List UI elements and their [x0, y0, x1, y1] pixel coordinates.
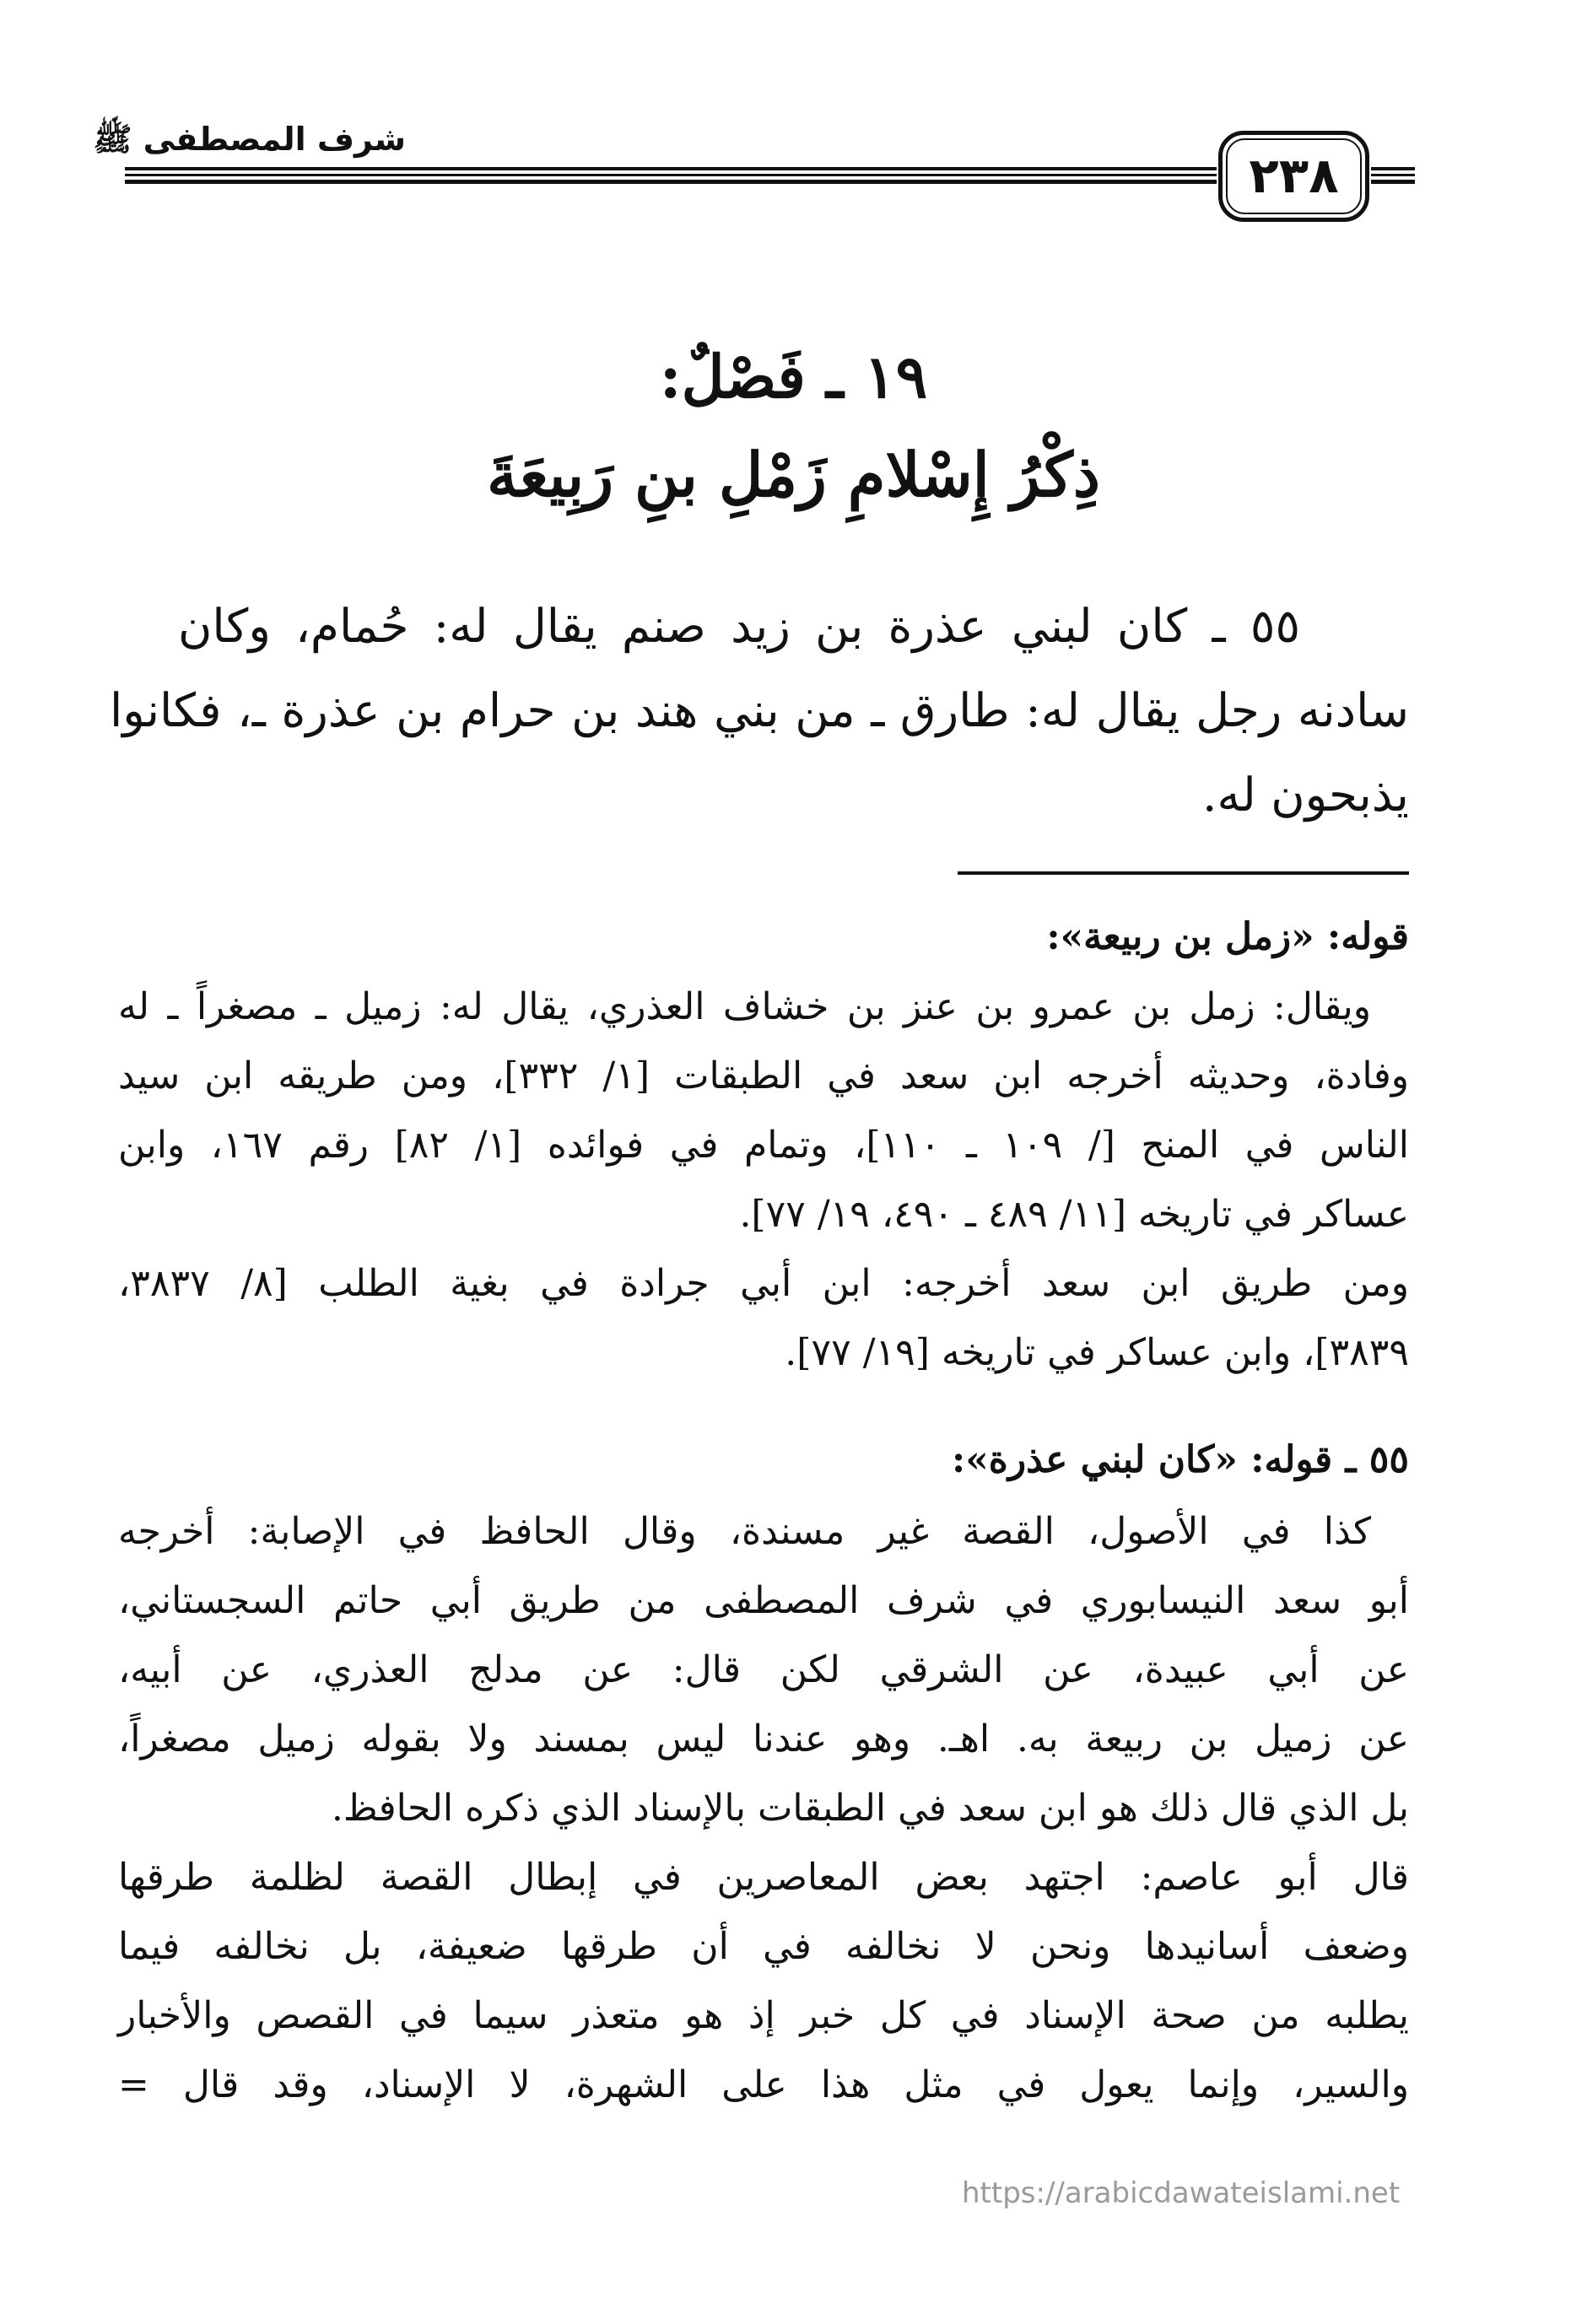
- footnote-line: عساكر في تاريخه [١١/ ٤٨٩ ـ ٤٩٠، ١٩/ ٧٧].: [739, 1193, 1409, 1236]
- chapter-number: ١٩ ـ فَصْلٌ:: [659, 342, 928, 412]
- footnote-line: بل الذي قال ذلك هو ابن سعد في الطبقات بالإسناد الذي ذكره الحافظ.: [331, 1787, 1409, 1830]
- footnote-line: ٣٨٣٩]، وابن عساكر في تاريخه [١٩/ ٧٧].: [785, 1331, 1409, 1374]
- main-text-line: ٥٥ ـ كان لبني عذرة بن زيد صنم يقال له: حُمام، وكان: [178, 599, 1300, 653]
- footnote-line: وفادة، وحديثه أخرجه ابن سعد في الطبقات [١/ ٣٣٢]، ومن طريقه ابن سيد: [118, 1054, 1410, 1097]
- footnote-line: يطلبه من صحة الإسناد في كل خبر إذ هو متعذر سيما في القصص والأخبار: [118, 1994, 1409, 2037]
- footnote-label: قوله: «زمل بن ربيعة»:: [1046, 915, 1409, 958]
- header-rule-right: [1371, 167, 1415, 186]
- book-title: شرف المصطفى ﷺ: [93, 121, 406, 158]
- chapter-title: ذِكْرُ إِسْلامِ زَمْلِ بنِ رَبِيعَةَ: [487, 439, 1100, 510]
- footnote-line: ومن طريق ابن سعد أخرجه: ابن أبي جرادة في بغية الطلب [٨/ ٣٨٣٧،: [118, 1262, 1409, 1305]
- footnote-line: عن زميل بن ربيعة به. اهـ. وهو عندنا ليس بمسند ولا بقوله زميل مصغراً،: [118, 1717, 1409, 1761]
- main-text-line: يذبحون له.: [1201, 768, 1409, 822]
- footnote-separator: [958, 871, 1409, 875]
- footnote-line: وضعف أسانيدها ونحن لا نخالفه في أن طرقها ضعيفة، بل نخالفه فيما: [118, 1925, 1409, 1968]
- main-text-line: سادنه رجل يقال له: طارق ـ من بني هند بن حرام بن عذرة ـ، فكانوا: [110, 683, 1409, 737]
- footnote-line: ويقال: زمل بن عمرو بن عنز بن خشاف العذري، يقال له: زميل ـ مصغراً ـ له: [118, 985, 1371, 1028]
- footnote-line: قال أبو عاصم: اجتهد بعض المعاصرين في إبطال القصة لظلمة طرقها: [118, 1856, 1409, 1899]
- footnote-line: والسير، وإنما يعول في مثل هذا على الشهرة، لا الإسناد، وقد قال =: [118, 2063, 1409, 2106]
- header-rule: [125, 167, 1217, 186]
- footnote-line: الناس في المنح [/ ١٠٩ ـ ١١٠]، وتمام في فوائده [١/ ٨٢] رقم ١٦٧، وابن: [118, 1124, 1410, 1167]
- footnote-line: كذا في الأصول، القصة غير مسندة، وقال الحافظ في الإصابة: أخرجه: [118, 1510, 1371, 1553]
- footnote-line: أبو سعد النيسابوري في شرف المصطفى من طريق أبي حاتم السجستاني،: [118, 1579, 1409, 1622]
- page-number-frame: [1218, 131, 1369, 222]
- footnote-label: ٥٥ ـ قوله: «كان لبني عذرة»:: [952, 1438, 1409, 1481]
- watermark-url: https://arabicdawateislami.net: [962, 2176, 1401, 2210]
- footnote-line: عن أبي عبيدة، عن الشرقي لكن قال: عن مدلج العذري، عن أبيه،: [118, 1648, 1410, 1691]
- page-number: ٢٣٨: [1249, 147, 1339, 204]
